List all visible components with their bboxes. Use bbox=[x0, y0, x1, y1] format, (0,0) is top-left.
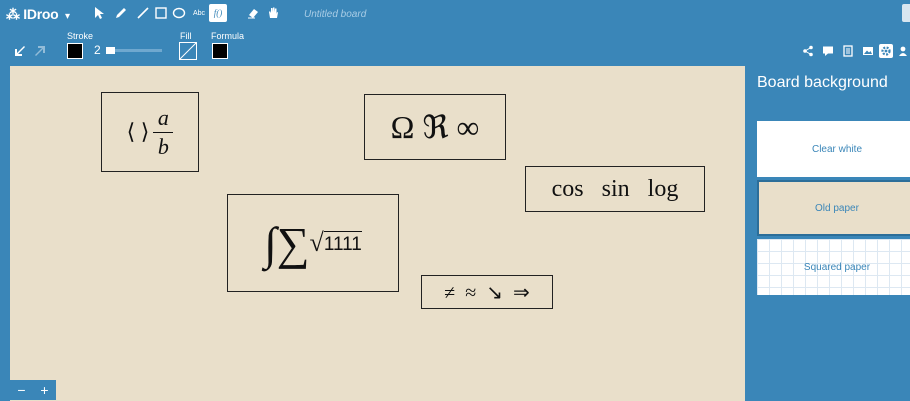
pan-tool-button[interactable] bbox=[264, 4, 282, 22]
background-option-squared-paper[interactable] bbox=[757, 239, 910, 295]
stroke-width-slider-knob[interactable] bbox=[106, 47, 115, 54]
background-option-label: Clear white bbox=[811, 143, 863, 155]
canvas-left-edge bbox=[0, 66, 10, 401]
formula-greek-text: Ω ℜ ∞ bbox=[390, 109, 480, 145]
no-fill-icon bbox=[180, 43, 196, 59]
formula-relations-text: ≠ ≈ ↘ ⇒ bbox=[444, 281, 530, 304]
formula-relations[interactable] bbox=[421, 275, 553, 309]
formula-tool-button[interactable] bbox=[209, 4, 227, 22]
arrow-up-right-icon bbox=[34, 44, 48, 58]
chat-icon[interactable] bbox=[821, 44, 835, 58]
select-tool-button[interactable] bbox=[90, 4, 108, 22]
formula-label: Formula bbox=[211, 31, 245, 41]
fraction-numerator: a bbox=[157, 104, 169, 130]
logo-text: IDroo bbox=[23, 6, 59, 22]
formula-trig-text: cos sin log bbox=[551, 175, 679, 202]
background-option-old-paper[interactable] bbox=[757, 180, 910, 236]
background-option-label: Old paper bbox=[815, 202, 859, 214]
fraction bbox=[153, 104, 173, 159]
sum-symbol: ∑ bbox=[276, 217, 310, 269]
fill-label: Fill bbox=[180, 31, 192, 41]
formula-color-swatch[interactable] bbox=[212, 43, 228, 59]
fraction-denominator: b bbox=[157, 133, 169, 159]
rectangle-tool-button[interactable] bbox=[152, 4, 170, 22]
panel-title: Board background bbox=[757, 74, 888, 91]
toolbar bbox=[0, 0, 910, 66]
arrow-down-left-icon bbox=[12, 44, 26, 58]
formula-tool-label: f() bbox=[213, 8, 223, 18]
board-title[interactable]: Untitled board bbox=[304, 9, 367, 20]
gear-icon[interactable] bbox=[879, 44, 893, 58]
hand-icon bbox=[266, 6, 280, 20]
logo-icon: ⁂ bbox=[6, 6, 20, 22]
cursor-icon bbox=[93, 6, 105, 20]
user-avatar[interactable] bbox=[902, 4, 910, 22]
image-icon[interactable] bbox=[861, 44, 875, 58]
text-tool-label: Abc bbox=[192, 9, 206, 17]
integral-symbol: ∫ bbox=[264, 217, 277, 269]
fraction-bar bbox=[153, 132, 173, 133]
redo-button[interactable] bbox=[32, 42, 50, 60]
users-icon[interactable] bbox=[898, 44, 908, 58]
sqrt-argument: 1111 bbox=[324, 231, 362, 256]
zoom-out-button[interactable]: − bbox=[17, 382, 26, 398]
sqrt-symbol: √ bbox=[309, 228, 324, 257]
stroke-width-value: 2 bbox=[94, 43, 101, 57]
stroke-label: Stroke bbox=[67, 31, 94, 41]
document-icon[interactable] bbox=[841, 44, 855, 58]
formula-integral-sum-sqrt[interactable] bbox=[227, 194, 399, 292]
chevron-down-icon: ▾ bbox=[64, 11, 70, 22]
eraser-tool-button[interactable] bbox=[244, 4, 262, 22]
app-menu[interactable] bbox=[6, 6, 70, 23]
background-option-label: Squared paper bbox=[803, 261, 871, 273]
stroke-color-swatch[interactable] bbox=[67, 43, 83, 59]
rectangle-icon bbox=[154, 6, 168, 20]
pencil-icon bbox=[114, 6, 128, 20]
background-option-clear-white[interactable] bbox=[757, 121, 910, 177]
pen-tool-button[interactable] bbox=[112, 4, 130, 22]
whiteboard-canvas[interactable] bbox=[10, 66, 745, 401]
angle-brackets: ⟨ ⟩ bbox=[126, 119, 150, 144]
formula-brackets-fraction[interactable] bbox=[101, 92, 199, 172]
formula-trig-functions[interactable] bbox=[525, 166, 705, 212]
share-icon[interactable] bbox=[801, 44, 815, 58]
text-tool-button[interactable] bbox=[190, 4, 208, 22]
zoom-in-button[interactable]: + bbox=[40, 382, 49, 398]
ellipse-icon bbox=[172, 6, 186, 20]
board-background-panel bbox=[745, 66, 910, 401]
undo-button[interactable] bbox=[10, 42, 28, 60]
fill-color-swatch[interactable] bbox=[179, 42, 197, 60]
line-icon bbox=[136, 6, 150, 20]
line-tool-button[interactable] bbox=[134, 4, 152, 22]
eraser-icon bbox=[246, 6, 260, 20]
ellipse-tool-button[interactable] bbox=[170, 4, 188, 22]
formula-greek-symbols[interactable] bbox=[364, 94, 506, 160]
toolbar-top-row bbox=[0, 0, 910, 26]
zoom-controls bbox=[10, 380, 56, 400]
